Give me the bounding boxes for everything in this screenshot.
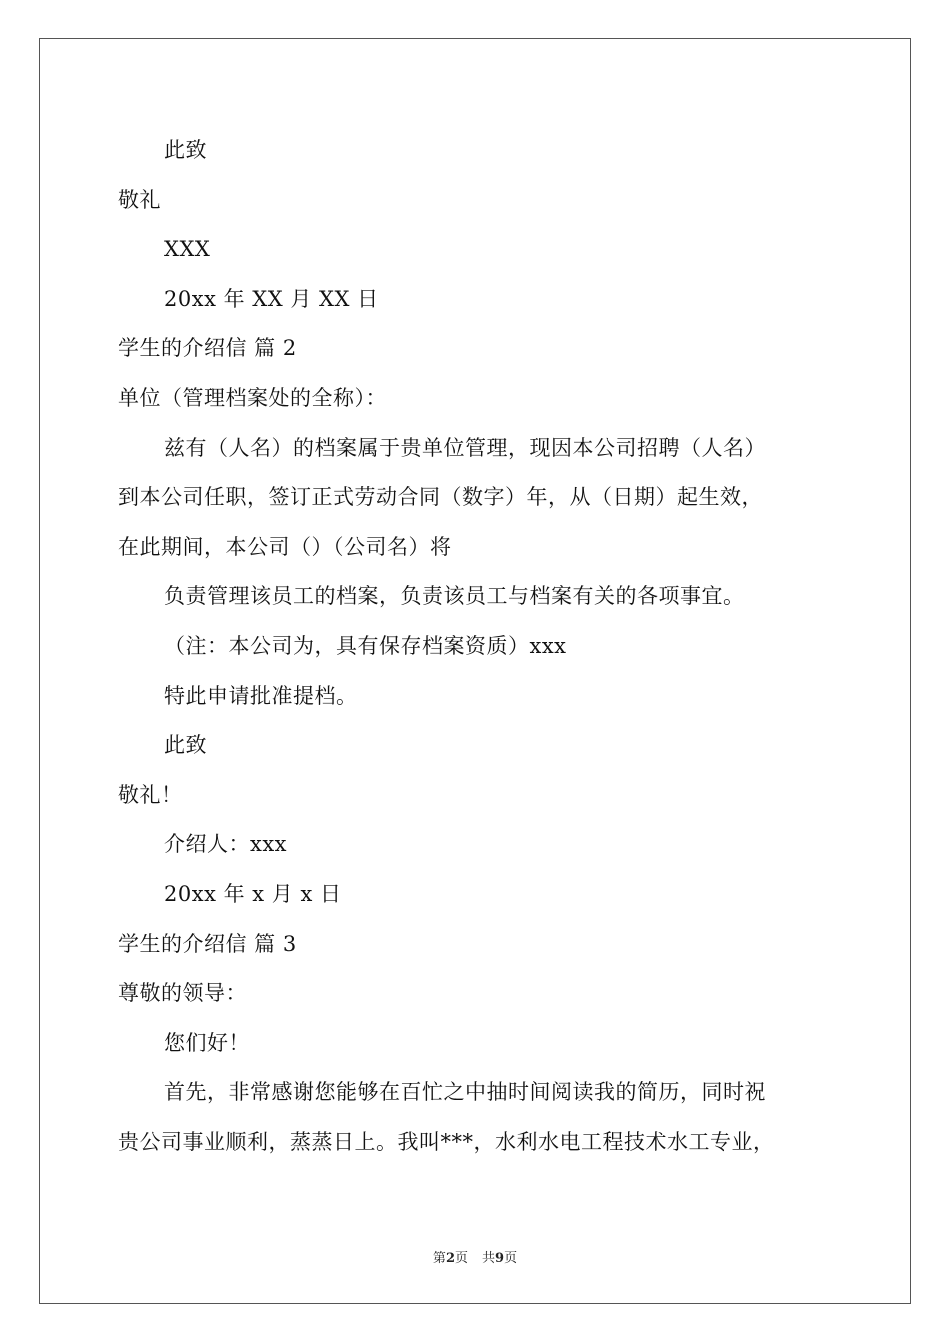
total-pages: 9 (495, 1251, 505, 1266)
text-line: 介绍人：xxx (164, 832, 288, 857)
text-line: 敬礼！ (118, 782, 183, 807)
text-line: 此致 (164, 733, 207, 758)
text-line: 特此申请批准提档。 (164, 683, 358, 708)
section-heading: 学生的介绍信 篇 2 (118, 336, 297, 361)
page-prefix: 第 (432, 1251, 446, 1266)
text-line: 在此期间，本公司（）（公司名）将 (118, 534, 452, 559)
text-line: 到本公司任职，签订正式劳动合同（数字）年，从（日期）起生效， (118, 485, 763, 510)
page-footer (0, 1247, 950, 1266)
text-line: 首先，非常感谢您能够在百忙之中抽时间阅读我的简历，同时祝 (164, 1080, 766, 1105)
text-line: 此致 (164, 138, 207, 162)
text-line: 您们好！ (164, 1030, 250, 1055)
text-line: 20xx 年 XX 月 XX 日 (164, 286, 379, 311)
text-line: 负责管理该员工的档案，负责该员工与档案有关的各项事宜。 (164, 584, 745, 609)
section-heading: 学生的介绍信 篇 3 (118, 931, 297, 956)
text-line: 尊敬的领导： (118, 981, 247, 1006)
text-line: 敬礼 (118, 187, 161, 212)
text-line: 兹有（人名）的档案属于贵单位管理，现因本公司招聘（人名） (164, 435, 766, 460)
total-prefix: 共 (482, 1251, 496, 1266)
page-suffix: 页 (454, 1251, 468, 1266)
page-number: 2 (445, 1251, 455, 1266)
text-line: XXX (164, 237, 211, 262)
text-line: 贵公司事业顺利，蒸蒸日上。我叫***，水利水电工程技术水工专业， (118, 1129, 775, 1154)
text-line: 单位（管理档案处的全称）： (118, 385, 387, 410)
total-suffix: 页 (504, 1251, 518, 1266)
document-body (118, 128, 838, 1169)
text-line: （注：本公司为，具有保存档案资质）xxx (164, 633, 567, 658)
text-line: 20xx 年 x 月 x 日 (164, 881, 342, 906)
